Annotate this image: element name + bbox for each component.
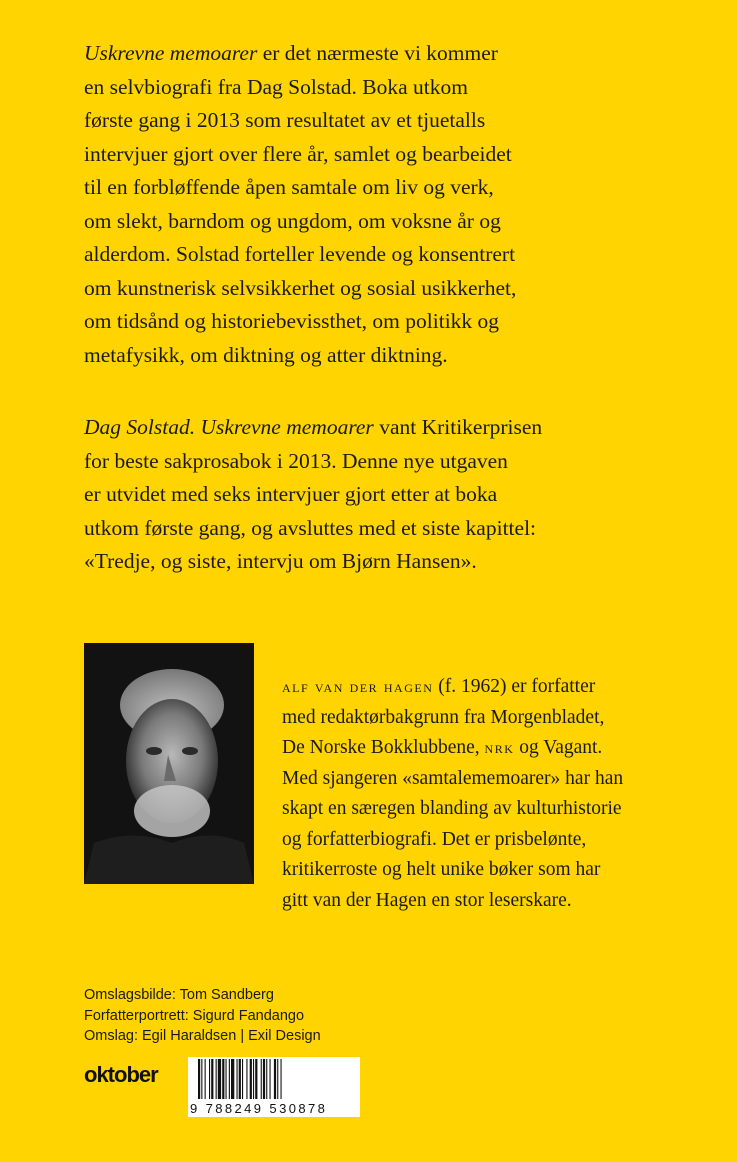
line-text: om kunstnerisk selvsikkerhet og sosial usikkerhet, [84,275,517,300]
line-text: er det nærmeste vi kommer [257,41,498,65]
barcode-bar [281,1059,282,1099]
author-name: alf van der hagen [282,677,434,696]
line-text: utkom første gang, og avsluttes med et siste kapittel: [84,515,537,540]
barcode-bar [239,1059,241,1099]
paragraph-line [84,411,694,445]
line-text: er utvidet med seks intervjuer gjort etter at boka [84,482,498,506]
paragraph-line [84,71,694,105]
barcode-bar [211,1059,213,1099]
line-text: om tidsånd og historiebevissthet, om politikk og [84,309,500,333]
paragraph-line [84,37,694,71]
barcode-bar [270,1059,271,1099]
author-bio: alf van der hagen (f. 1962) er forfatter med redaktørbakgrunn fra Morgenbladet, De Norske Bokklubbene, nrk og Vagant. Med sjangeren «samtalememoarer» har han skapt en særegen blanding av kulturhistorie og forfatterbiografi. Det er prisbelønte, kritikerroste og helt unike bøker som har gitt van der Hagen en stor leserskare. [282,676,624,911]
barcode-bar [222,1059,224,1099]
barcode-bar [231,1059,234,1099]
isbn-number: 9 788249 530878 [190,1101,328,1116]
paragraph-line [84,445,694,479]
line-text: en selvbiografi fra Dag Solstad. Boka utkom [84,74,468,99]
line-text: «Tredje, og siste, intervju om Bjørn Hansen». [84,549,477,573]
description-paragraph-2 [84,411,694,579]
barcode-bar [216,1059,217,1099]
description-paragraph-1 [84,37,694,372]
author-portrait [84,643,254,884]
line-text: intervjuer gjort over flere år, samlet og bearbeidet [84,141,512,166]
line-text: metafysikk, om diktning og atter diktning. [84,342,448,367]
barcode-bar [261,1059,262,1099]
line-text: alderdom. Solstad forteller levende og konsentrert [84,242,516,266]
barcode-bar [229,1059,230,1099]
barcode-bar [226,1059,227,1099]
paragraph-line [84,205,694,239]
barcode-bar [246,1059,247,1099]
line-text: vant Kritikerprisen [373,415,543,439]
credit-cover-image: Omslagsbilde: Tom Sandberg [84,987,274,1003]
paragraph-line [84,545,694,579]
line-text: til en forbløffende åpen samtale om liv og verk, [84,175,494,199]
italic-title: Dag Solstad. Uskrevne memoarer [84,415,374,439]
barcode-bar [255,1059,257,1099]
barcode-bar [198,1059,200,1099]
barcode-bar [205,1059,206,1099]
barcode-bar [201,1059,202,1099]
barcode-bar [242,1059,243,1099]
barcode-bar [209,1059,210,1099]
paragraph-line [84,305,694,339]
line-text: om slekt, barndom og ungdom, om voksne år og [84,208,501,233]
barcode-bar [218,1059,221,1099]
italic-title: Uskrevne memoarer [84,41,258,65]
paragraph-line [84,238,694,272]
barcode-bar [253,1059,254,1099]
line-text: for beste sakprosabok i 2013. Denne nye utgaven [84,448,508,473]
barcode-bar [263,1059,265,1099]
paragraph-line [84,138,694,172]
credit-cover-design: Omslag: Egil Haraldsen | Exil Design [84,1028,321,1044]
isbn-barcode [188,1057,360,1117]
credit-author-portrait: Forfatterportrett: Sigurd Fandango [84,1007,305,1024]
paragraph-line [84,272,694,306]
barcode-bar [277,1059,278,1099]
paragraph-line [84,512,694,546]
barcode-bar [274,1059,276,1099]
barcode-bar [250,1059,252,1099]
publisher-logo: oktober [84,1062,158,1087]
line-text: første gang i 2013 som resultatet av et tjuetalls [84,108,486,132]
paragraph-line [84,478,694,512]
paragraph-line [84,104,694,138]
paragraph-line [84,339,694,373]
paragraph-line [84,171,694,205]
barcode-bar [266,1059,267,1099]
cover-credits [84,985,321,1047]
barcode-bar [237,1059,238,1099]
barcode-bars [198,1059,350,1099]
